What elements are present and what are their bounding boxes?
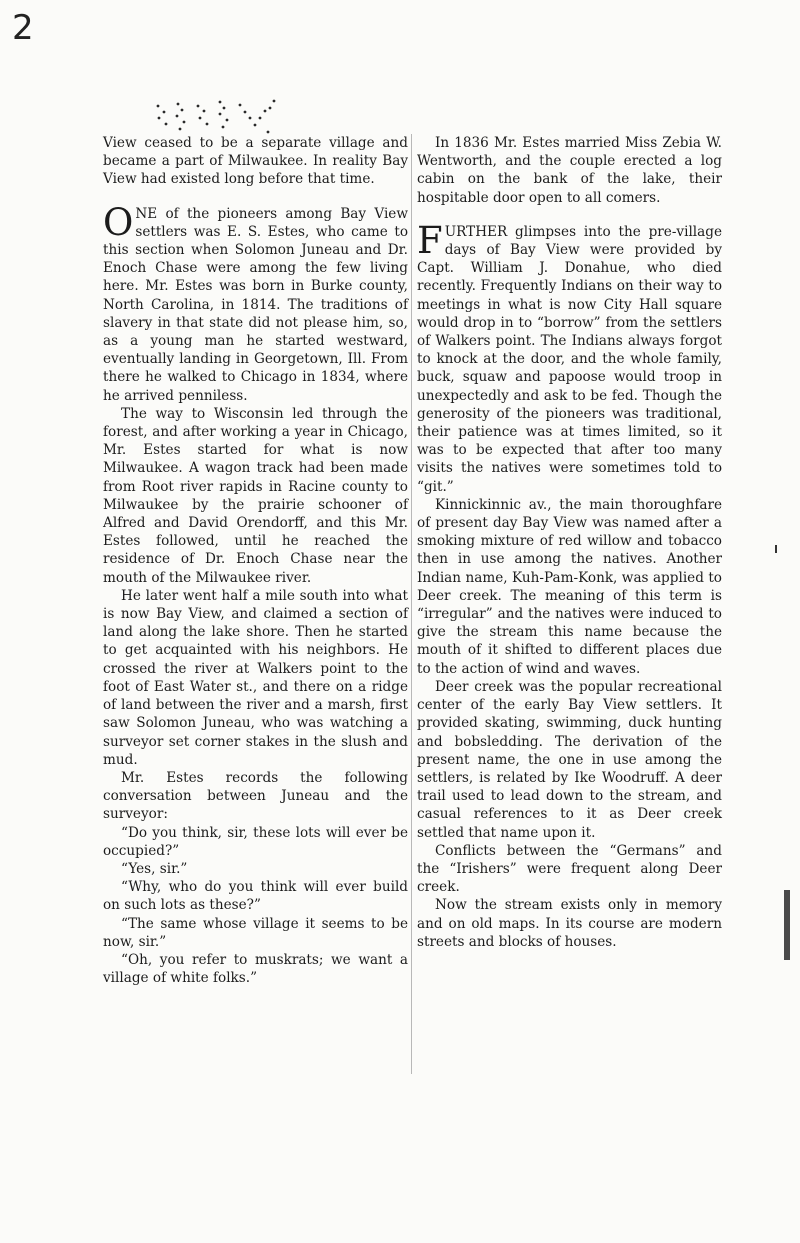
paragraph: “Why, who do you think will ever build on such lots as these?” bbox=[103, 879, 408, 914]
scan-artifact bbox=[775, 545, 777, 553]
column-divider bbox=[411, 134, 412, 1074]
page-number: 2 bbox=[12, 8, 33, 48]
paragraph: The way to Wisconsin led through the forest, and after working a year in Chicago, Mr. Estes started for what is now Milwaukee. A wagon track had been made from Root river rapids in Racine county to Milwaukee by the prairie schooner of Alfred and David Orendorff, and this Mr. Estes followed, until he reached the residence of Dr. Enoch Chase near the mouth of the Milwaukee river. bbox=[103, 405, 408, 586]
paragraph: In 1836 Mr. Estes married Miss Zebia W. Wentworth, and the couple erected a log cabin on the bank of the lake, their hospitable door open to all comers. bbox=[417, 135, 722, 206]
paragraph: He later went half a mile south into what is now Bay View, and claimed a section of land along the lake shore. Then he started to get acquainted with his neighbors. He crossed the river at Walkers point to the foot of East Water st., and there on a ridge of land between the river and a marsh, first saw Solomon Juneau, who was watching a surveyor set corner stakes in the slush and mud. bbox=[103, 587, 408, 768]
paragraph: Kinnickinnic av., the main thoroughfare of present day Bay View was named after a smoking mixture of red willow and tobacco then in use among the natives. Another Indian name, Kuh-Pam-Konk, was applied to Deer creek. The meaning of this term is “irregular” and the natives were induced to give the stream this name because the mouth of it shifted to different places due to the action of wind and waves. bbox=[417, 496, 722, 677]
paragraph: Mr. Estes records the following conversation between Juneau and the surveyor: bbox=[103, 769, 408, 823]
paragraph bbox=[417, 218, 722, 496]
paragraph: Conflicts between the “Germans” and the “Irishers” were frequent along Deer creek. bbox=[417, 842, 722, 896]
paragraph: “Oh, you refer to muskrats; we want a village of white folks.” bbox=[103, 951, 408, 987]
drop-cap: O bbox=[103, 200, 134, 244]
paragraph: Deer creek was the popular recreational center of the early Bay View settlers. It provided skating, swimming, duck hunting and bobsledding. The derivation of the present name, the one in use among the settlers, is related by Ike Woodruff. A deer trail used to lead down to the stream, and casual references to it as Deer creek settled that name upon it. bbox=[417, 678, 722, 841]
paragraph: View ceased to be a separate village and became a part of Milwaukee. In reality Bay View had existed long before that time. bbox=[103, 135, 408, 188]
paragraph: Now the stream exists only in memory and on old maps. In its course are modern streets and blocks of houses. bbox=[417, 897, 722, 950]
drop-cap: F bbox=[417, 218, 443, 262]
paragraph: “The same whose village it seems to be now, sir.” bbox=[103, 915, 408, 950]
right-column bbox=[417, 134, 722, 951]
paragraph-text: URTHER glimpses into the pre-village days of Bay View were provided by Capt. William J. Donahue, who died recently. Frequently Indians on their way to meetings in what is now City Hall square would drop in to “borrow” from the settlers of Walkers point. The Indians always forgot to knock at the door, and the whole family, buck, squaw and papoose would troop in unexpectedly and ask to be fed. Though the generosity of the pioneers was traditional, their patience was at times limited, so it was to be expected that after too many visits the natives were sometimes told to “git.” bbox=[417, 223, 722, 495]
paragraph: “Yes, sir.” bbox=[121, 860, 188, 877]
paragraph bbox=[103, 200, 408, 405]
paragraph-text: NE of the pioneers among Bay View settlers was E. S. Estes, who came to this section when Solomon Juneau and Dr. Enoch Chase were among the few living here. Mr. Estes was born in Burke county, North Carolina, in 1814. The traditions of slavery in that state did not please him, so, as a young man he started westward, eventually landing in Georgetown, Ill. From there he walked to Chicago in 1834, where he arrived penniless. bbox=[103, 205, 408, 404]
paragraph: “Do you think, sir, these lots will ever be occupied?” bbox=[103, 824, 408, 859]
scan-artifact bbox=[784, 890, 790, 960]
left-column bbox=[103, 134, 408, 987]
